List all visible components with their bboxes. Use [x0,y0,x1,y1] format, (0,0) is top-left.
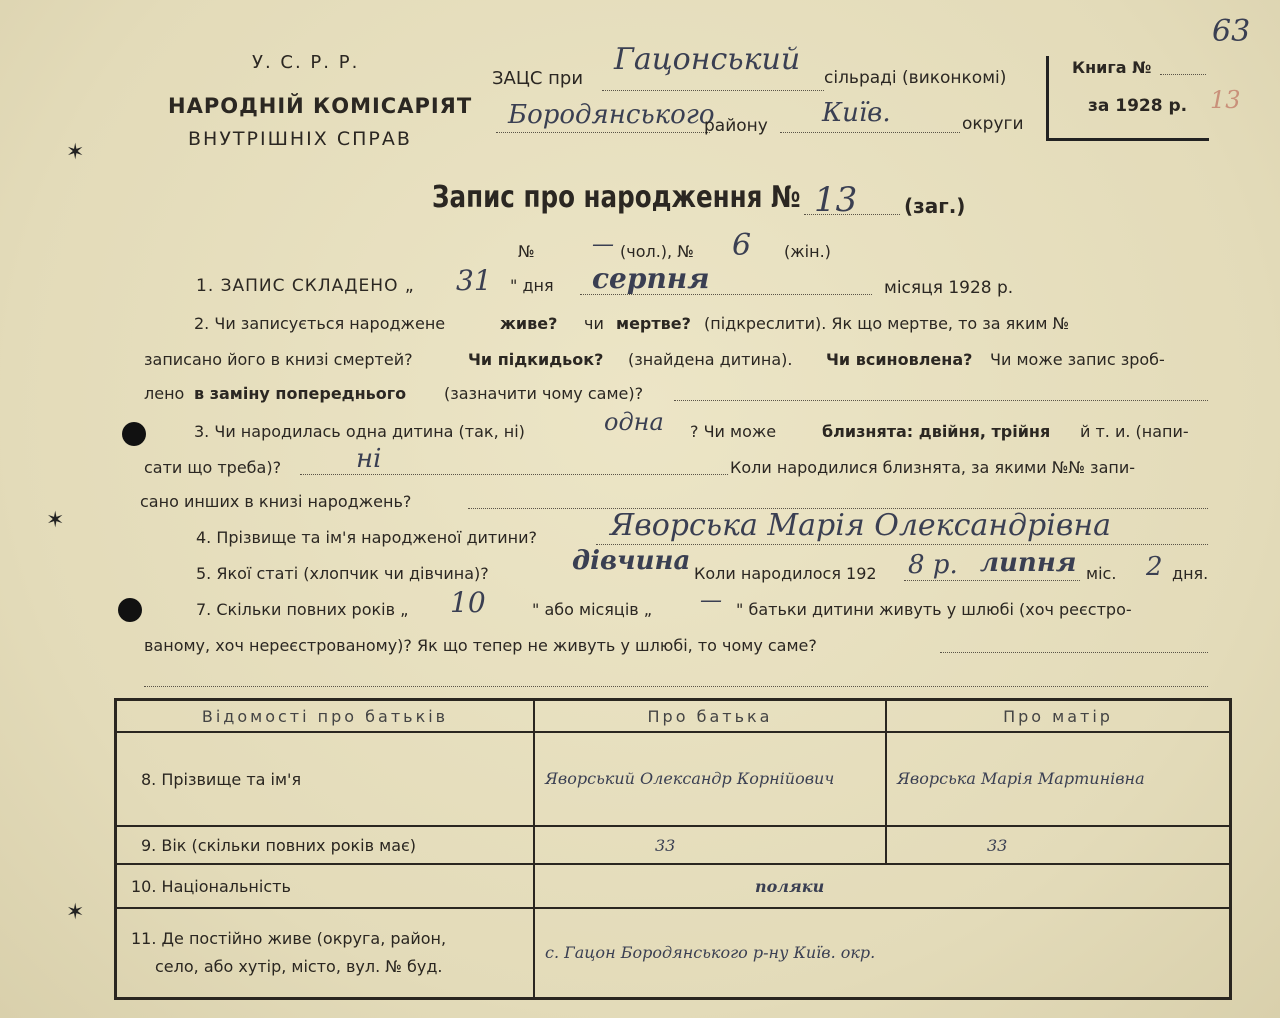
okrug-handwritten: Київ. [822,98,891,128]
female-number-handwritten: 6 [732,228,752,263]
okrug-suffix: округи [962,114,1024,134]
q2-line1-b: живе? [500,314,558,333]
q1-month-label: місяця 1928 р. [884,278,1014,298]
q3-one-handwritten: одна [604,408,664,436]
commissariat-header: НАРОДНІЙ КОМІСАРІЯТ [168,94,473,118]
okrug-line [780,132,960,133]
residence-label-line2: село, або хутір, місто, вул. № буд. [155,956,443,976]
sub-number-prefix: № [518,242,535,261]
male-label: (чол.), № [620,242,694,261]
tear-mark-3: ✶ [66,900,85,925]
table-header-mother: Про матір [886,700,1231,733]
q2-line3-a: лено [144,384,185,403]
row-nationality-label: 10. Національність [116,864,535,908]
q5-mis-label: міс. [1086,564,1117,583]
q3-line2-b: Коли народилися близнята, за якими №№ запи- [730,458,1135,477]
village-handwritten: Гацонський [614,42,801,77]
q7-line2-dots [940,652,1208,653]
district-handwritten: Бородянського [508,100,715,130]
mother-name: Яворська Марія Мартинівна [886,732,1231,826]
q5-day-label: дня. [1172,564,1209,583]
q1-day-handwritten: 31 [456,264,492,297]
father-age: 33 [534,826,886,864]
q2-line2-b: Чи підкидьок? [468,350,604,369]
department-header: ВНУТРІШНІХ СПРАВ [188,128,412,150]
table-row [116,826,1231,864]
q7-months-handwritten: — [700,588,722,613]
book-label: Книга № [1072,58,1152,77]
q5-month-handwritten: липня [980,548,1077,578]
q3-twins-handwritten: ні [356,444,382,474]
q4-name-line [596,544,1208,545]
record-number-line [804,214,900,215]
table-header-father: Про батька [534,700,886,733]
q2-line3-dots [674,400,1208,401]
q1-month-line [580,294,872,295]
nationality-value: поляки [534,864,1231,908]
binding-hole-1 [122,422,146,446]
q5-month-line [904,580,1080,581]
q1-label: 1. ЗАПИС СКЛАДЕНО „ [196,276,415,296]
q3-line1-d: й т. и. (напи- [1080,422,1189,441]
table-header-info: Відомості про батьків [116,700,535,733]
q2-line3-b: в заміну попереднього [194,384,407,403]
book-year: за 1928 р. [1088,96,1188,116]
male-number-handwritten: — [592,232,614,257]
q7-label-b: " або місяців „ [532,600,653,619]
binding-hole-2 [118,598,142,622]
tear-mark-1: ✶ [66,140,85,165]
table-row [116,732,1231,826]
tear-mark-2: ✶ [46,508,65,533]
zats-prefix: ЗАЦС при [492,68,584,89]
mother-age: 33 [886,826,1231,864]
q4-name-handwritten: Яворська Марія Олександрівна [610,508,1111,543]
q5-sex-handwritten: дівчина [572,546,691,576]
record-number-handwritten: 13 [814,180,858,220]
corner-number: 63 [1212,14,1251,49]
q3-line1-c: близнята: двійня, трійня [822,422,1051,441]
table-header-row [116,700,1231,733]
q5-label: 5. Якої статі (хлопчик чи дівчина)? [196,564,489,583]
record-suffix: (заг.) [904,194,966,218]
father-name: Яворський Олександр Корнійович [534,732,886,826]
table-row [116,908,1231,998]
row-age-label: 9. Вік (скільки повних років має) [116,826,535,864]
q7-years-handwritten: 10 [450,586,486,619]
q2-line2-d: Чи всиновлена? [826,350,973,369]
row-residence-label [116,908,535,998]
q2-line1-a: 2. Чи записується народжене [194,314,446,333]
village-line [602,90,824,91]
q5-day-handwritten: 2 [1146,552,1163,582]
table-row [116,864,1231,908]
corner-mark: 13 [1210,86,1241,114]
q1-day-label: " дня [510,276,554,295]
q3-line2-a: сати що треба)? [144,458,282,477]
q3-line1-b: ? Чи може [690,422,777,441]
q7-label-a: 7. Скільки повних років „ [196,600,409,619]
q7-line2: ваному, хоч нереєстрованому)? Як що тепер не живуть у шлюбі, то чому саме? [144,636,817,655]
q4-label: 4. Прізвище та ім'я народженої дитини? [196,528,537,547]
record-title: Запис про народження № [432,180,801,215]
q5-born-label: Коли народилося 192 [694,564,877,583]
q2-line2-e: Чи може запис зроб- [990,350,1165,369]
book-number-line [1160,74,1206,75]
female-label: (жін.) [784,242,831,261]
q2-line1-c: чи [584,314,604,333]
q2-line3-c: (зазначити чому саме)? [444,384,644,403]
q2-line2-a: записано його в книзі смертей? [144,350,413,369]
q2-line1-d: мертве? [616,314,691,333]
q3-twins-line [300,474,728,475]
residence-value: с. Гацон Бородянського р-ну Київ. окр. [534,908,1231,998]
parents-table [114,698,1232,1000]
residence-label-line1: 11. Де постійно живе (округа, район, [131,928,447,948]
q1-month-handwritten: серпня [592,262,710,295]
q5-year-handwritten: 8 р. [908,550,958,580]
district-suffix: району [704,116,768,136]
village-suffix: сільраді (виконкомі) [824,68,1007,88]
q3-line3-a: сано инших в книзі народжень? [140,492,412,511]
q2-line2-c: (знайдена дитина). [628,350,793,369]
state-header: У. С. Р. Р. [252,52,360,73]
q3-line1-a: 3. Чи народилась одна дитина (так, ні) [194,422,525,441]
q7-label-c: " батьки дитини живуть у шлюбі (хоч реєстро- [736,600,1132,619]
district-line [496,132,710,133]
row-name-label: 8. Прізвище та ім'я [116,732,535,826]
q7-line3-dots [144,686,1208,687]
q2-line1-e: (підкреслити). Як що мертве, то за яким № [704,314,1070,333]
